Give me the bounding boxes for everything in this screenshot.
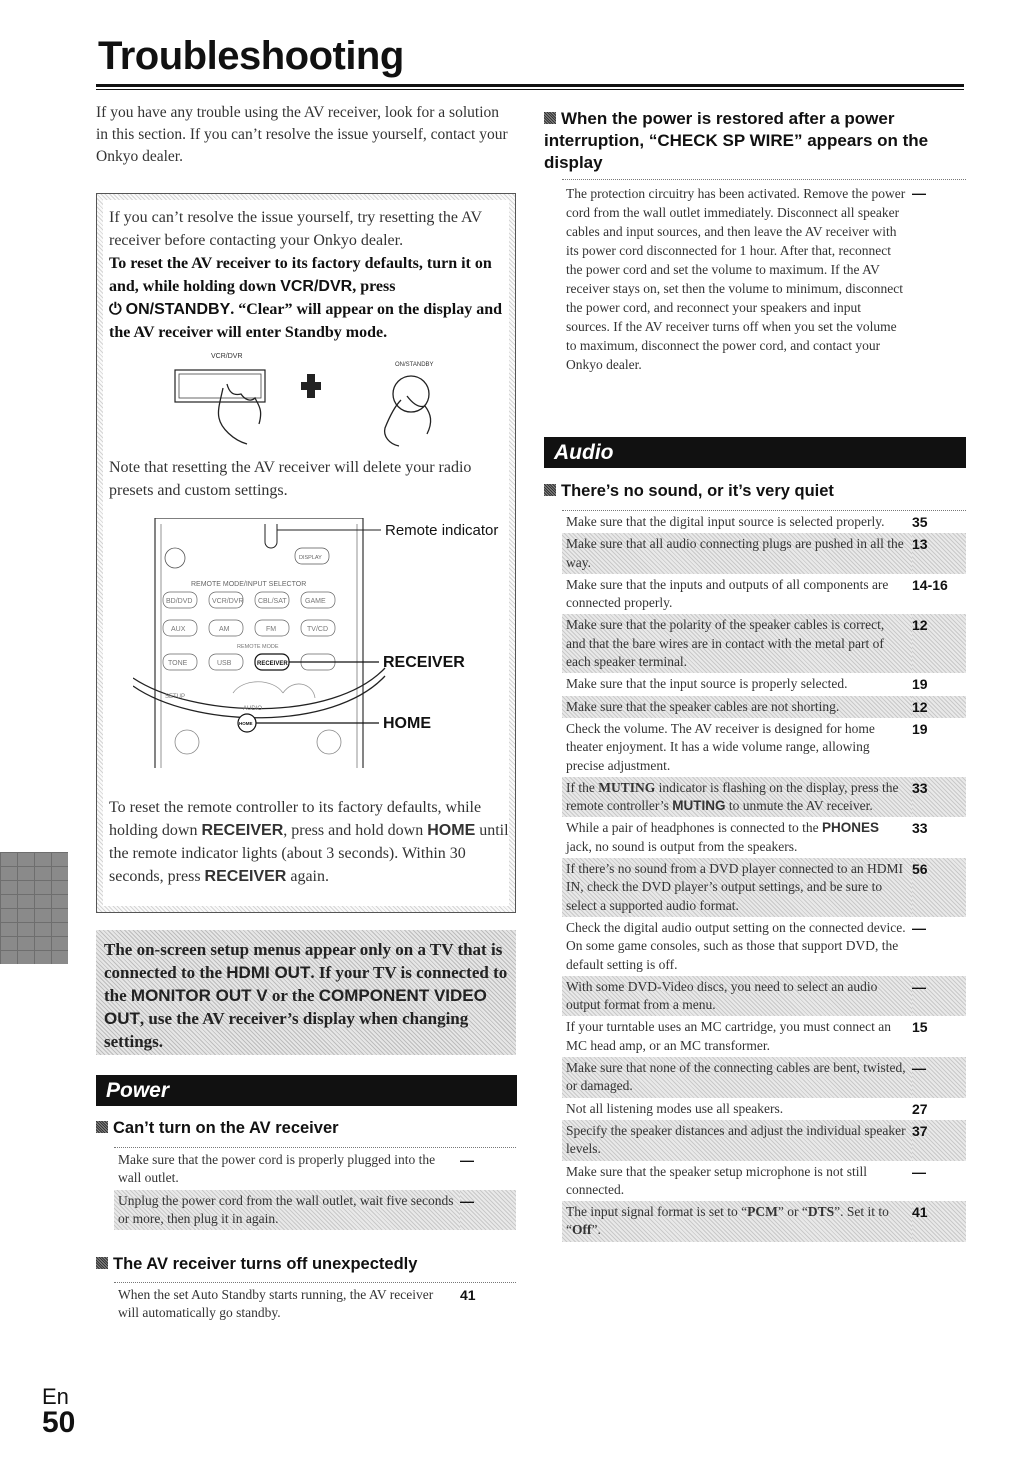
svg-text:AUDIO: AUDIO — [243, 706, 263, 712]
table-row: Check the digital audio output setting on the connected device. On some game consoles, such as those that support DVD, the default setting is off. — — [566, 919, 926, 972]
table-row: When the set Auto Standby starts running, the AV receiver will automatically go standby. 41 — [118, 1287, 476, 1321]
page-title: Troubleshooting — [98, 34, 404, 78]
vcr-dvr-label: VCR/DVR — [211, 353, 243, 360]
svg-text:FM: FM — [266, 626, 277, 633]
power-turns-off-heading: The AV receiver turns off unexpectedly — [96, 1254, 516, 1275]
table-row: If your turntable uses an MC cartridge, you must connect an MC head amp, or an MC transformer. 15 — [566, 1019, 928, 1053]
svg-text:AUX: AUX — [171, 626, 186, 633]
intro-paragraph: If you have any trouble using the AV receiver, look for a solution in this section. If you can’t resolve the issue yourself, contact your Onkyo dealer. — [96, 104, 508, 165]
svg-text:HOME: HOME — [239, 721, 253, 726]
table-row: Make sure that the speaker setup microphone is not still connected. — — [566, 1163, 926, 1197]
remote-indicator-led — [265, 524, 277, 548]
table-row: Not all listening modes use all speakers. 27 — [566, 1100, 928, 1117]
bullet-square-icon — [96, 1121, 108, 1133]
bullet-square-icon — [544, 112, 556, 124]
no-sound-heading: There’s no sound, or it’s very quiet — [544, 481, 966, 502]
power-cant-turn-on-table — [114, 1149, 516, 1230]
svg-text:DISPLAY: DISPLAY — [299, 555, 322, 561]
svg-text:AM: AM — [219, 626, 230, 633]
svg-text:USB: USB — [217, 660, 232, 667]
remote-indicator-label: Remote indicator — [385, 522, 499, 539]
page-number: 50 — [42, 1406, 76, 1439]
receiver-label: RECEIVER — [383, 654, 465, 671]
restore-table — [562, 182, 966, 376]
setup-menu-note-text: The on-screen setup menus appear only on a TV that is connected to the HDMI OUT. If your TV is connected to the MONITOR OUT V or the COMPONENT VIDEO OUT, use the AV receiver’s display when changing settings. — [104, 940, 508, 1051]
reset-receiver-instructions: To reset the AV receiver to its factory defaults, turn it on and, while holding down VCR/DVR, press ⏻ ON/STANDBY. “Clear” will appear on the display and the AV receiver will enter Standby mode. — [109, 255, 502, 341]
svg-text:BD/DVD: BD/DVD — [166, 598, 193, 605]
reset-note-text: Note that resetting the AV receiver will delete your radio presets and custom settings. — [109, 459, 472, 499]
svg-text:CBL/SAT: CBL/SAT — [258, 598, 287, 605]
table-row: Make sure that the power cord is properly plugged into the wall outlet. — — [118, 1152, 474, 1186]
remote-illustration — [133, 518, 513, 768]
table-row: Make sure that the inputs and outputs of all components are connected properly. 14-16 — [566, 576, 948, 611]
table-row: If there’s no sound from a DVD player connected to an HDMI IN, check the DVD player’s output settings, and be sure to select a supported audio format. 56 — [562, 858, 966, 917]
table-row: Make sure that the input source is properly selected. 19 — [566, 676, 928, 693]
on-standby-label: ON/STANDBY — [395, 362, 434, 368]
svg-text:REMOTE MODE/INPUT SELECTOR: REMOTE MODE/INPUT SELECTOR — [191, 581, 307, 588]
bullet-square-icon — [96, 1257, 108, 1269]
plus-icon — [301, 374, 321, 398]
no-sound-table — [562, 511, 966, 1242]
table-row: While a pair of headphones is connected to the PHONES jack, no sound is output from the speakers. 33 — [566, 820, 928, 854]
power-section-header: Power — [96, 1075, 517, 1106]
table-row: With some DVD-Video discs, you need to select an audio output format from a menu. — — [562, 976, 966, 1017]
table-row: The input signal format is set to “PCM” or “DTS”. Set it to “Off”. 41 — [562, 1201, 966, 1242]
table-row: Make sure that all audio connecting plugs are pushed in all the way. 13 — [562, 533, 966, 574]
prev-button-icon — [175, 730, 199, 754]
table-row: Unplug the power cord from the wall outlet, wait five seconds or more, then plug it in again. — — [114, 1190, 516, 1231]
bullet-square-icon — [544, 484, 556, 496]
svg-text:TV/CD: TV/CD — [307, 626, 328, 633]
chapter-side-tab — [0, 852, 68, 964]
svg-text:RECEIVER: RECEIVER — [257, 661, 288, 667]
restore-heading: When the power is restored after a power interruption, “CHECK SP WIRE” appears on the display — [544, 109, 929, 172]
power-cant-turn-on-heading: Can’t turn on the AV receiver — [96, 1118, 516, 1139]
table-row: Make sure that the speaker cables are not shorting. 12 — [562, 696, 966, 718]
table-row: If the MUTING indicator is flashing on the display, press the remote controller’s MUTING to unmute the AV receiver. 33 — [562, 777, 966, 818]
audio-section-header: Audio — [544, 437, 966, 468]
table-row: Make sure that the digital input source is selected properly. 35 — [566, 514, 928, 530]
reset-illustration — [163, 348, 483, 448]
table-row: Specify the speaker distances and adjust the individual speaker levels. 37 — [562, 1120, 966, 1161]
svg-text:VCR/DVR: VCR/DVR — [212, 598, 244, 605]
next-button-icon — [317, 730, 341, 754]
setup-menu-note — [96, 930, 516, 1055]
title-rule — [96, 84, 964, 87]
title-rule-thin — [96, 89, 964, 90]
language-label: En — [42, 1384, 69, 1409]
svg-text:TONE: TONE — [168, 660, 188, 667]
dotted-rule — [562, 179, 966, 180]
power-turns-off-table — [114, 1284, 516, 1325]
reset-info-box — [96, 193, 516, 913]
dotted-rule — [114, 1147, 516, 1148]
home-label: HOME — [383, 715, 431, 732]
dotted-rule — [114, 1282, 516, 1283]
svg-text:SETUP: SETUP — [165, 694, 186, 700]
table-row: Make sure that none of the connecting cables are bent, twisted, or damaged. — — [562, 1057, 966, 1098]
remote-reset-text: To reset the remote controller to its factory defaults, while holding down RECEIVER, press and hold down HOME until the remote indicator lights (about 3 seconds). Within 30 seconds, press RECEIVER again. — [109, 799, 509, 885]
power-symbol: ⏻ — [109, 301, 122, 318]
svg-text:GAME: GAME — [305, 598, 326, 605]
table-row: Make sure that the polarity of the speaker cables is correct, and that the bare wires are in contact with the metal part of each speaker terminal. 12 — [562, 614, 966, 673]
table-row: Check the volume. The AV receiver is designed for home theater enjoyment. It has a wide volume range, allowing precise adjustment. 19 — [566, 720, 928, 773]
reset-intro-text: If you can’t resolve the issue yourself, try resetting the AV receiver before contacting your Onkyo dealer. — [109, 209, 482, 249]
svg-text:REMOTE MODE: REMOTE MODE — [237, 644, 279, 650]
table-row: The protection circuitry has been activated. Remove the power cord from the wall outlet immediately. Disconnect all speaker cables and input sources, and then leave the AV receiver with its power cord disconnected for 1 hour. After that, reconnect the power cord and set the volume to maximum. If the AV receiver stays on, set then the volume to minimum, disconnect the power cord, and reconnect your speakers and input sources. If the AV receiver turns off when you set the volume to maximum, disconnect the power cord, and contact your Onkyo dealer. — — [566, 185, 926, 372]
power-button-icon — [165, 548, 185, 568]
